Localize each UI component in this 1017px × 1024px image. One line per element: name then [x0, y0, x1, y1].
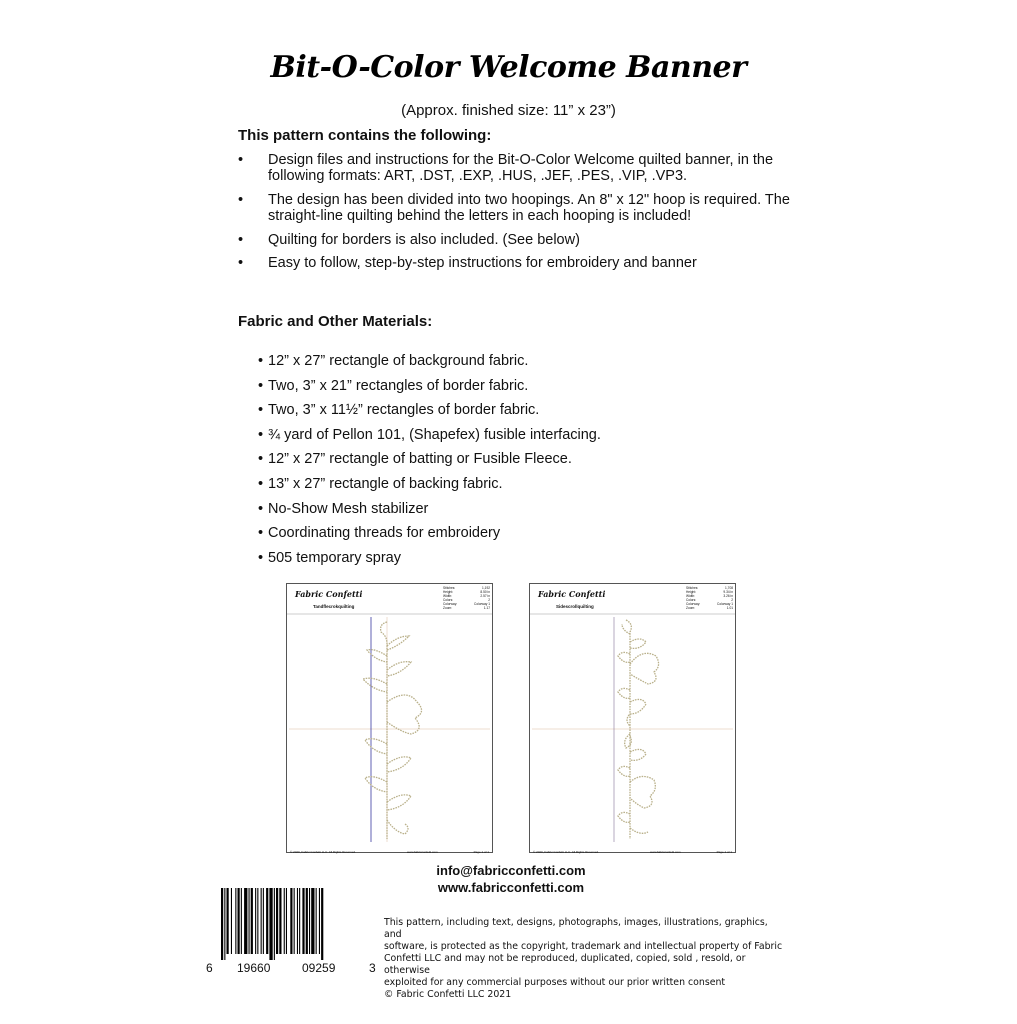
- design-name: Sidescrollquilting: [556, 604, 594, 609]
- bullet-icon: •: [258, 451, 264, 468]
- barcode-bar: [227, 888, 229, 954]
- design-stats: Stitches: 1,192 Height: 8.50 in Width: 2.57 in Colors: 2 Colorway: Colorway 1 Zoom: 1.17: [443, 586, 490, 610]
- bullet-icon: •: [238, 192, 244, 208]
- brand-logo: Fabric Confetti: [295, 589, 363, 599]
- barcode-digits-right: 09259: [302, 961, 336, 975]
- bullet-icon: •: [258, 426, 264, 443]
- design-card-tandflecrok: Fabric Confetti Tandflecrokquilting Stitches: 1,192 Height: 8.50 in Width: 2.57 in Colors: 2 Colorway: Colorway 1 Zoom: 1.17 © 2020, Fabric Confetti LLC. All Rights Reserved. www.fabricconfetti.com Page 1 of 1: [286, 583, 493, 853]
- barcode-bar: [244, 888, 247, 954]
- design-card-sidescroll: Fabric Confetti Sidescrollquilting Stitches: 1,708 Height: 9.34 in Width: 3.26 in Colors: 2 Colorway: Colorway 1 Zoom: 1.01 © 2020, Fabric Confetti LLC. All Rights Reserved. www.fabricconfetti.com Page 1 of 1: [529, 583, 736, 853]
- bullet-icon: •: [258, 549, 264, 566]
- barcode-bar: [251, 888, 253, 954]
- list-item: • ¾ yard of Pellon 101, (Shapefex) fusible interfacing.: [258, 426, 601, 443]
- list-item: • 13” x 27” rectangle of backing fabric.: [258, 475, 503, 492]
- bullet-icon: •: [258, 525, 264, 542]
- brand-logo: Fabric Confetti: [538, 589, 606, 599]
- bullet-icon: •: [258, 402, 264, 419]
- list-item: • 12” x 27” rectangle of batting or Fusible Fleece.: [258, 451, 572, 468]
- barcode-bar: [319, 888, 320, 954]
- barcode-bar: [249, 888, 250, 954]
- barcode-bar: [263, 888, 264, 954]
- bullet-icon: •: [258, 500, 264, 517]
- barcode-digit-check: 3: [369, 961, 376, 975]
- materials-list: [258, 353, 601, 574]
- materials-heading: Fabric and Other Materials:: [238, 313, 433, 330]
- list-item: • Two, 3” x 11½” rectangles of border fabric.: [258, 402, 540, 419]
- barcode-bar: [297, 888, 298, 954]
- barcode-bar: [255, 888, 256, 954]
- contact-email[interactable]: info@fabricconfetti.com: [436, 863, 586, 878]
- barcode-bar: [284, 888, 285, 954]
- barcode-bar: [306, 888, 308, 954]
- list-item: • The design has been divided into two hoopings. An 8" x 12" hoop is required. The straight-line quilting behind the letters in each hooping is included!: [238, 192, 790, 224]
- barcode-bar: [221, 888, 223, 960]
- barcode-bar: [238, 888, 240, 954]
- design-name: Tandflecrokquilting: [313, 604, 355, 609]
- barcode-bar: [294, 888, 295, 954]
- page-title: Bit-O-Color Welcome Banner: [270, 50, 747, 85]
- barcode-bar: [241, 888, 242, 954]
- barcode-bar: [274, 888, 275, 960]
- bullet-icon: •: [258, 377, 264, 394]
- barcode-bar: [316, 888, 317, 954]
- contents-heading: This pattern contains the following:: [238, 127, 492, 144]
- barcode-digits-left: 19660: [237, 961, 271, 975]
- barcode-bar: [269, 888, 272, 960]
- contents-list: [238, 152, 808, 278]
- barcode-bar: [276, 888, 278, 954]
- list-item: • Easy to follow, step-by-step instructions for embroidery and banner: [238, 255, 697, 271]
- barcode-bar: [261, 888, 262, 954]
- barcode: [219, 888, 381, 960]
- contact-website[interactable]: www.fabricconfetti.com: [437, 880, 585, 895]
- list-item: • Quilting for borders is also included. (See below): [238, 232, 580, 248]
- list-item: • 505 temporary spray: [258, 549, 401, 566]
- barcode-bar: [299, 888, 300, 954]
- barcode-bar: [257, 888, 258, 954]
- list-item: • Two, 3” x 21” rectangles of border fabric.: [258, 377, 529, 394]
- design-stats: Stitches: 1,708 Height: 9.34 in Width: 3.26 in Colors: 2 Colorway: Colorway 1 Zoom: 1.01: [686, 586, 733, 610]
- barcode-bar: [231, 888, 232, 954]
- barcode-bar: [321, 888, 323, 960]
- barcode-bar: [309, 888, 310, 954]
- list-item: • No-Show Mesh stabilizer: [258, 500, 429, 517]
- bullet-icon: •: [238, 232, 244, 248]
- list-item: • Coordinating threads for embroidery: [258, 525, 501, 542]
- copyright-notice: This pattern, including text, designs, photographs, images, illustrations, graphics, and software, is protected as the copyright, trademark and intellectual property of Fabric Confetti LLC and may not be reproduced, duplicated, copied, sold , resold, or otherwise exploited for any commercial purposes without our prior written consent © Fabric Confetti LLC 2021: [384, 917, 783, 1000]
- finished-size: (Approx. finished size: 11” x 23”): [401, 102, 616, 119]
- barcode-digit-prefix: 6: [206, 961, 213, 975]
- barcode-bar: [302, 888, 304, 954]
- bullet-icon: •: [258, 353, 264, 369]
- quilting-design-preview: [530, 584, 735, 852]
- barcode-bar: [224, 888, 225, 960]
- list-item: • Design files and instructions for the Bit-O-Color Welcome quilted banner, in the following formats: ART, .DST, .EXP, .HUS, .JEF, .PES, .VIP, .VP3.: [238, 152, 774, 184]
- list-item: • 12” x 27” rectangle of background fabric.: [258, 353, 529, 369]
- barcode-bar: [290, 888, 292, 954]
- barcode-bar: [266, 888, 268, 954]
- barcode-bar: [286, 888, 287, 954]
- bullet-icon: •: [238, 255, 244, 271]
- quilting-design-preview: [287, 584, 492, 852]
- barcode-bar: [311, 888, 314, 954]
- bullet-icon: •: [238, 152, 244, 168]
- bullet-icon: •: [258, 475, 264, 492]
- barcode-bar: [235, 888, 236, 954]
- barcode-bar: [279, 888, 281, 954]
